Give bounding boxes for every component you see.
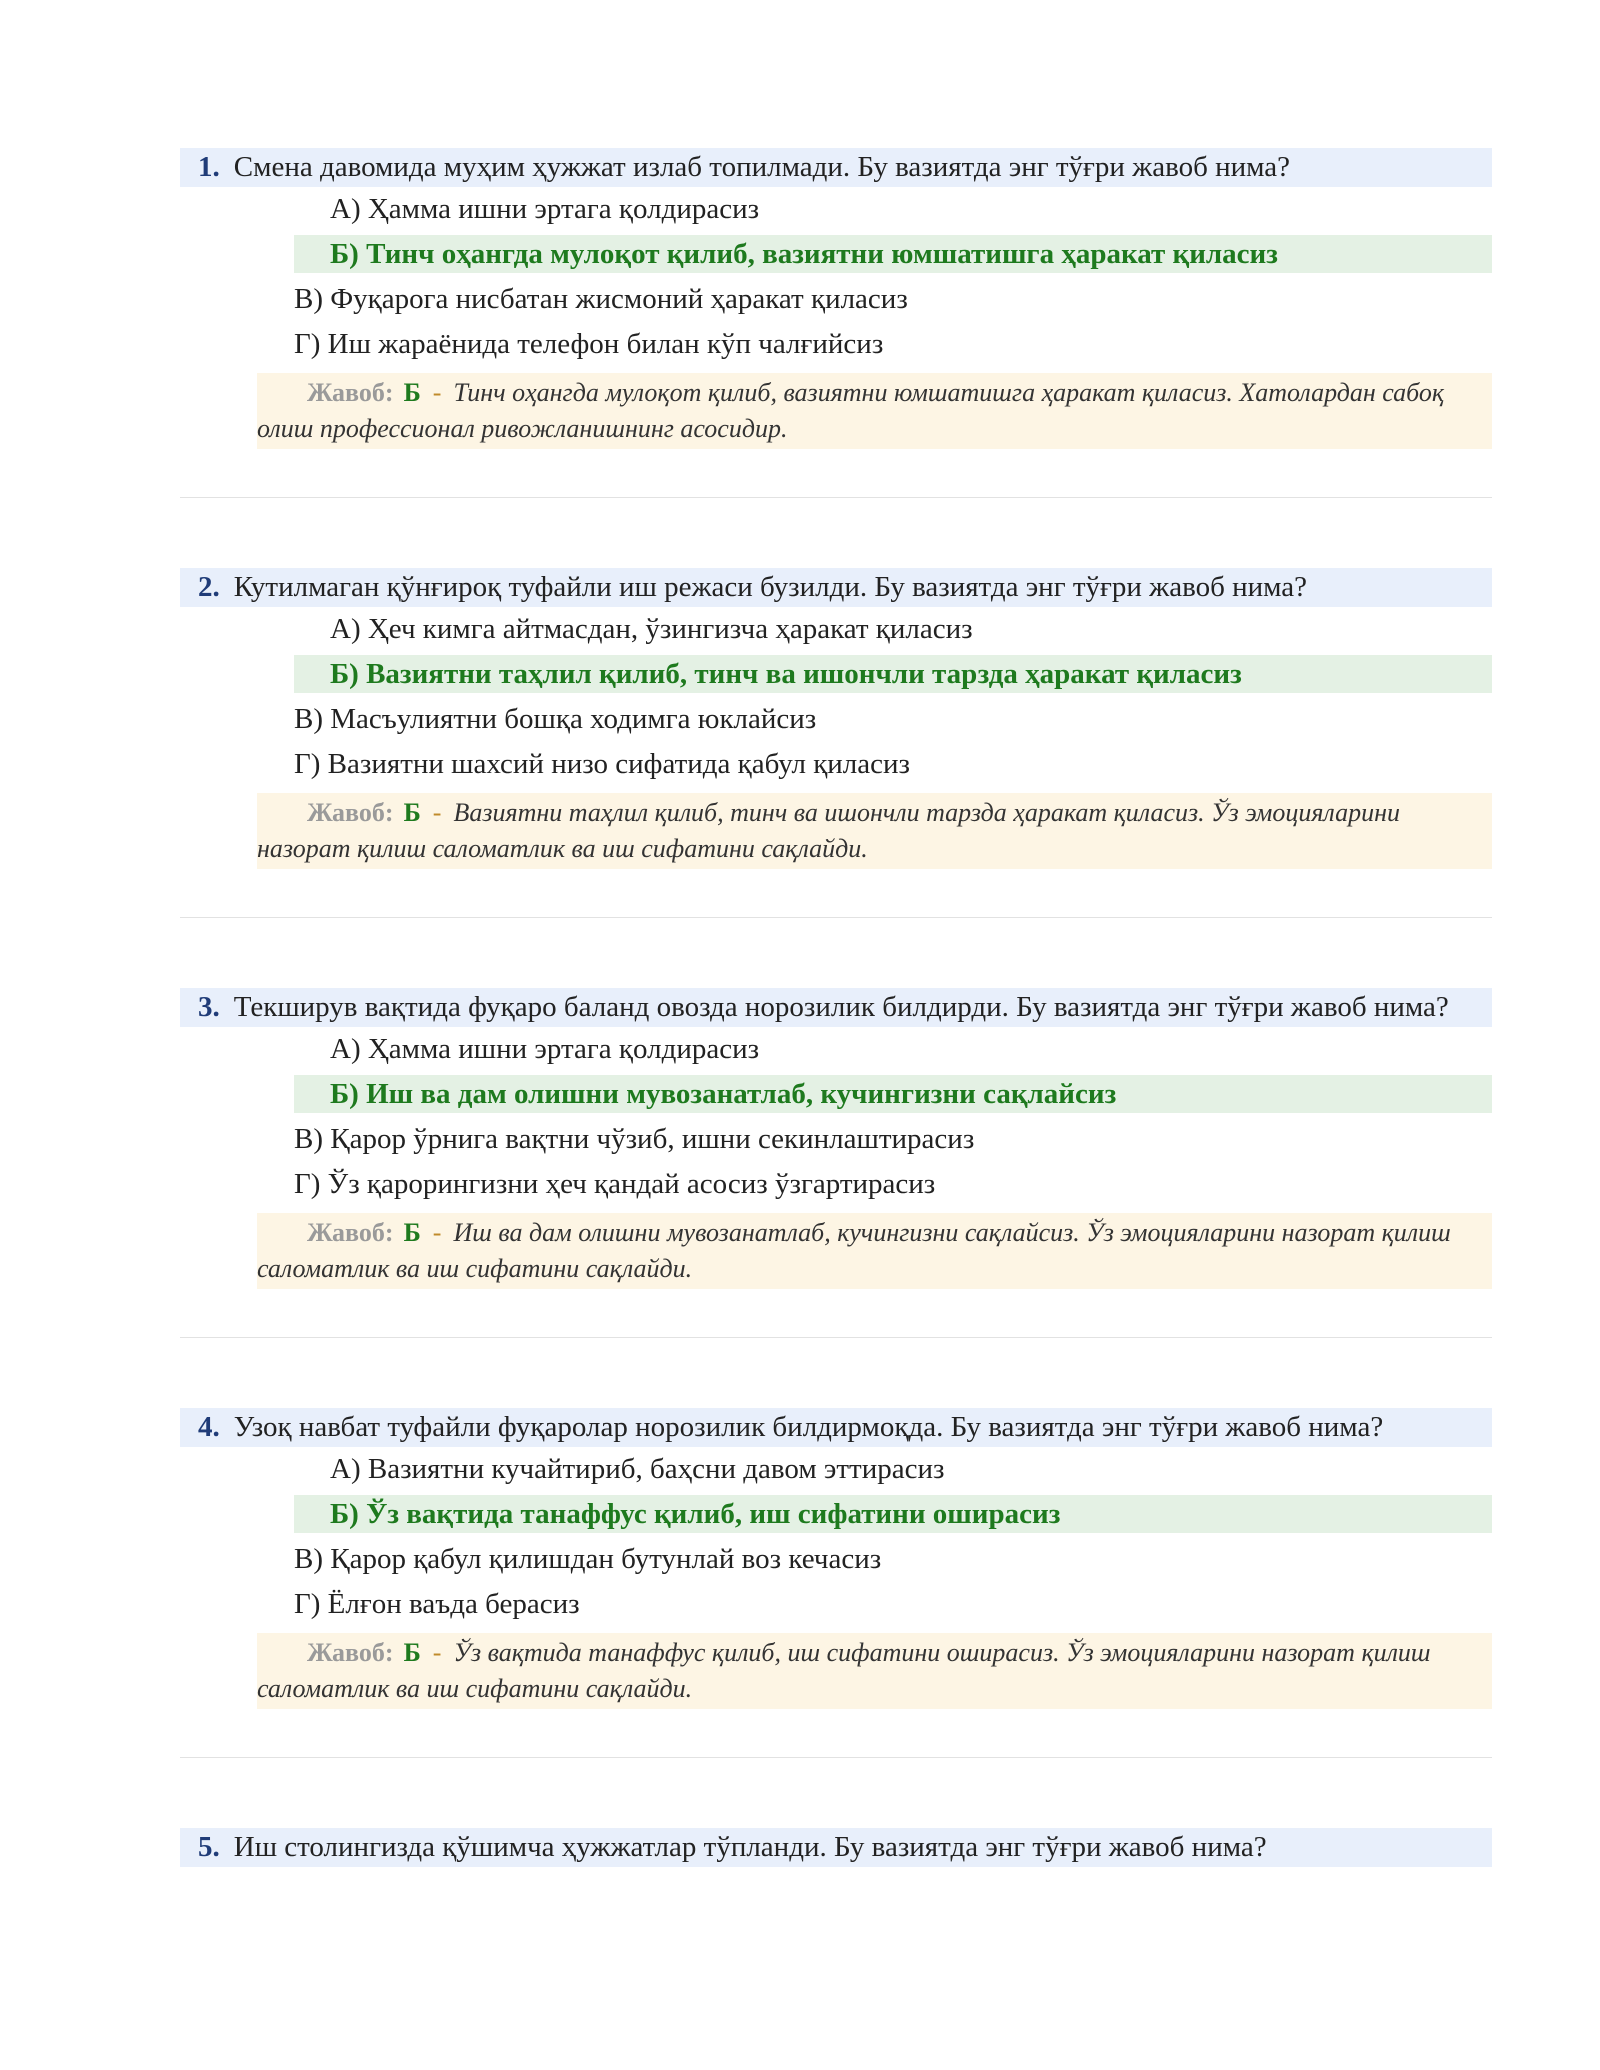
- answer-box: [257, 1633, 1492, 1709]
- option-a: А) Ҳеч кимга айтмасдан, ўзингизча ҳаракат қиласиз: [330, 613, 973, 645]
- option-v: В) Қарор ўрнига вақтни чўзиб, ишни секинлаштирасиз: [294, 1123, 975, 1155]
- answer-dash: -: [432, 798, 442, 827]
- divider: [180, 497, 1492, 498]
- option-a: А) Ҳамма ишни эртага қолдирасиз: [330, 193, 760, 225]
- question-number: 4.: [198, 1411, 220, 1443]
- question-number: 2.: [198, 571, 220, 603]
- answer-explanation: Ўз вақтида танаффус қилиб, иш сифатини оширасиз. Ўз эмоцияларини назорат қилиш саломатлик ва иш сифатини сақлайди.: [257, 1638, 1431, 1703]
- option-b-correct: Б) Иш ва дам олишни мувозанатлаб, кучингизни сақлайсиз: [294, 1075, 1492, 1113]
- option-g: Г) Вазиятни шахсий низо сифатида қабул қиласиз: [294, 748, 910, 780]
- question-1: [180, 148, 1492, 449]
- question-text: Кутилмаган қўнғироқ туфайли иш режаси бузилди. Бу вазиятда энг тўғри жавоб нима?: [233, 571, 1308, 603]
- answer-label: Жавоб:: [307, 1638, 394, 1667]
- question-4: [180, 1408, 1492, 1709]
- option-g: Г) Ёлғон ваъда берасиз: [294, 1588, 580, 1620]
- option-b-correct: Б) Вазиятни таҳлил қилиб, тинч ва ишончли тарзда ҳаракат қиласиз: [294, 655, 1492, 693]
- question-number: 3.: [198, 991, 220, 1023]
- answer-box: [257, 1213, 1492, 1289]
- answer-label: Жавоб:: [307, 798, 394, 827]
- option-a: А) Вазиятни кучайтириб, баҳсни давом эттирасиз: [330, 1453, 945, 1485]
- answer-box: [257, 373, 1492, 449]
- divider: [180, 917, 1492, 918]
- answer-explanation: Иш ва дам олишни мувозанатлаб, кучингизни сақлайсиз. Ўз эмоцияларини назорат қилиш саломатлик ва иш сифатини сақлайди.: [257, 1218, 1451, 1283]
- question-3: [180, 988, 1492, 1289]
- question-text: Текширув вақтида фуқаро баланд овозда норозилик билдирди. Бу вазиятда энг тўғри жавоб нима?: [233, 991, 1449, 1023]
- answer-dash: -: [432, 1638, 442, 1667]
- question-text: Смена давомида муҳим ҳужжат излаб топилмади. Бу вазиятда энг тўғри жавоб нима?: [233, 151, 1291, 183]
- answer-dash: -: [432, 1218, 442, 1247]
- option-b-correct: Б) Тинч оҳангда мулоқот қилиб, вазиятни юмшатишга ҳаракат қиласиз: [294, 235, 1492, 273]
- question-header: [180, 1828, 1492, 1867]
- answer-box: [257, 793, 1492, 869]
- answer-explanation: Вазиятни таҳлил қилиб, тинч ва ишончли тарзда ҳаракат қиласиз. Ўз эмоцияларини назорат қилиш саломатлик ва иш сифатини сақлайди.: [257, 798, 1400, 863]
- option-v: В) Масъулиятни бошқа ходимга юклайсиз: [294, 703, 817, 735]
- question-header: [180, 148, 1492, 187]
- option-v: В) Қарор қабул қилишдан бутунлай воз кечасиз: [294, 1543, 882, 1575]
- option-a: А) Ҳамма ишни эртага қолдирасиз: [330, 1033, 760, 1065]
- option-g: Г) Ўз қарорингизни ҳеч қандай асосиз ўзгартирасиз: [294, 1168, 936, 1200]
- option-g: Г) Иш жараёнида телефон билан кўп чалғийсиз: [294, 328, 884, 360]
- question-header: [180, 568, 1492, 607]
- answer-letter: Б: [403, 798, 421, 827]
- question-5: [180, 1828, 1492, 1867]
- question-number: 1.: [198, 151, 220, 183]
- answer-explanation: Тинч оҳангда мулоқот қилиб, вазиятни юмшатишга ҳаракат қиласиз. Хатолардан сабоқ олиш профессионал ривожланишнинг асосидир.: [257, 378, 1445, 443]
- question-header: [180, 1408, 1492, 1447]
- question-text: Узоқ навбат туфайли фуқаролар норозилик билдирмоқда. Бу вазиятда энг тўғри жавоб нима?: [233, 1411, 1384, 1443]
- question-number: 5.: [198, 1831, 220, 1863]
- option-v: В) Фуқарога нисбатан жисмоний ҳаракат қиласиз: [294, 283, 908, 315]
- answer-letter: Б: [403, 378, 421, 407]
- answer-label: Жавоб:: [307, 1218, 394, 1247]
- answer-dash: -: [432, 378, 442, 407]
- answer-label: Жавоб:: [307, 378, 394, 407]
- quiz-page: [180, 148, 1492, 1867]
- divider: [180, 1757, 1492, 1758]
- question-2: [180, 568, 1492, 869]
- question-header: [180, 988, 1492, 1027]
- answer-letter: Б: [403, 1218, 421, 1247]
- option-b-correct: Б) Ўз вақтида танаффус қилиб, иш сифатини оширасиз: [294, 1495, 1492, 1533]
- question-text: Иш столингизда қўшимча ҳужжатлар тўпланди. Бу вазиятда энг тўғри жавоб нима?: [233, 1831, 1267, 1863]
- divider: [180, 1337, 1492, 1338]
- answer-letter: Б: [403, 1638, 421, 1667]
